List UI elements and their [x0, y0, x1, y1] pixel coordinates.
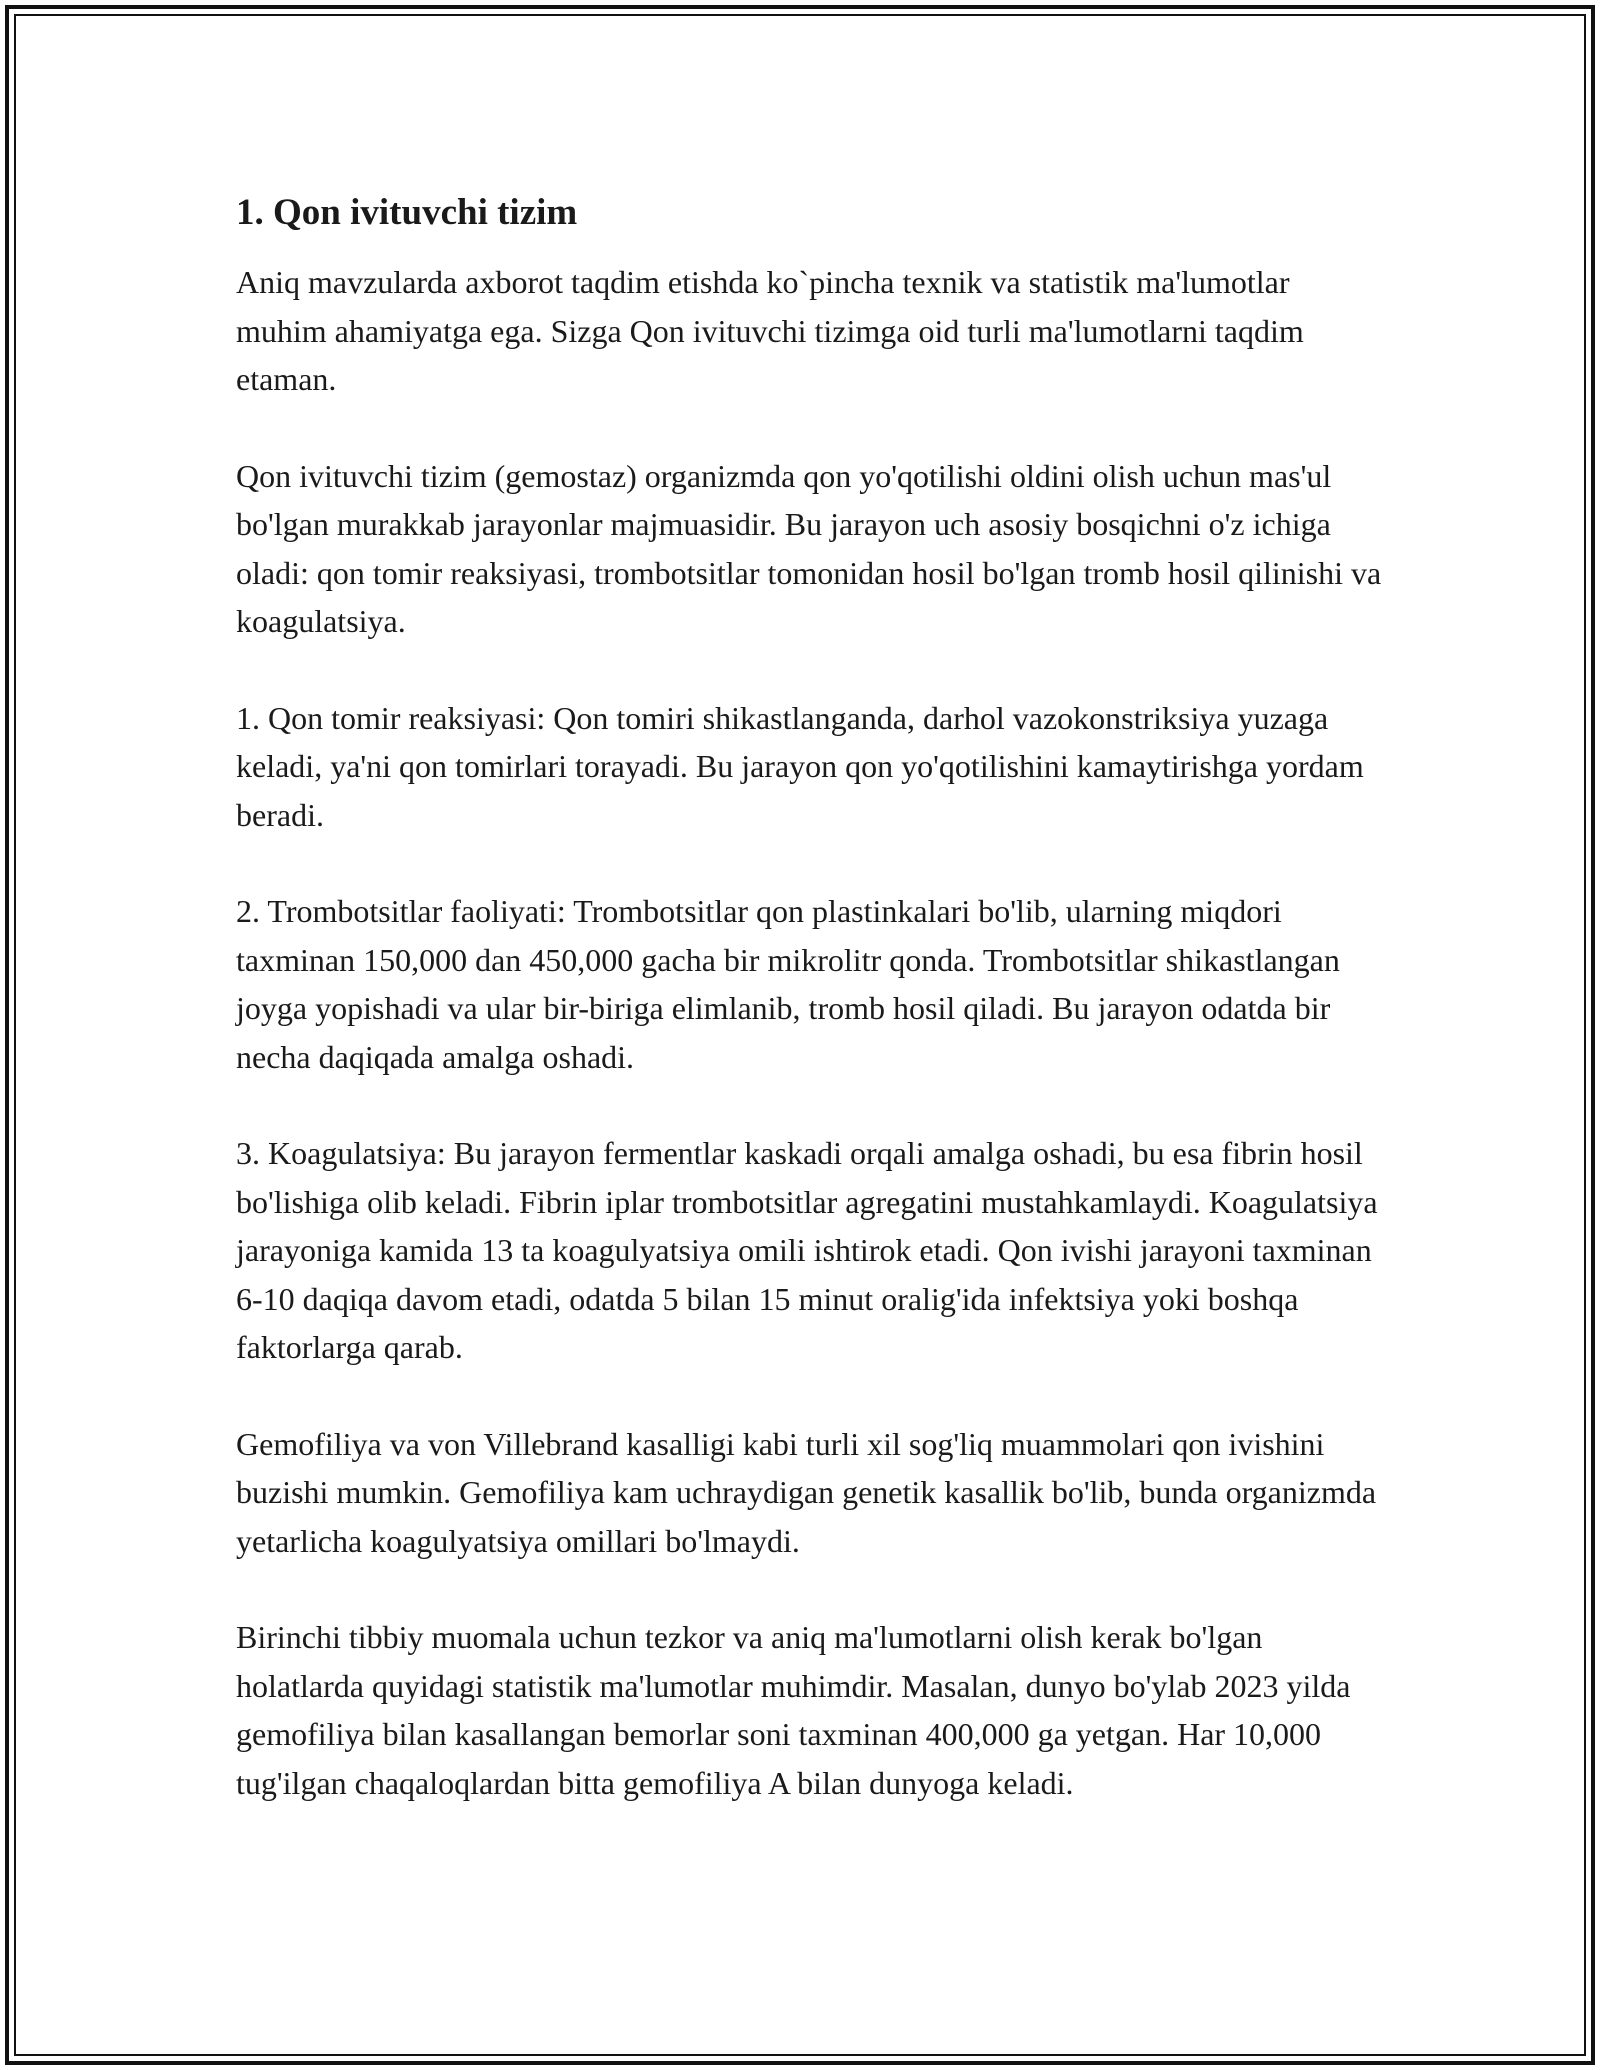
section-heading: 1. Qon ivituvchi tizim [236, 192, 578, 233]
paragraph-statistics: Birinchi tibbiy muomala uchun tezkor va aniq ma'lumotlarni olish kerak bo'lgan holatlarda quyidagi statistik ma'lumotlar muhimdir. Masalan, dunyo bo'ylab 2023 yilda gemofiliya bilan kasallangan bemorlar soni taxminan 400,000 ga yetgan. Har 10,000 tug'ilgan chaqaloqlardan bitta gemofiliya A bilan dunyoga keladi. [236, 1619, 1351, 1801]
paragraph-hemophilia: Gemofiliya va von Villebrand kasalligi kabi turli xil sog'liq muammolari qon ivishini buzishi mumkin. Gemofiliya kam uchraydigan genetik kasallik bo'lib, bunda organizmda yetarlicha koagulyatsiya omillari bo'lmaydi. [236, 1425, 1377, 1559]
paragraph-intro: Aniq mavzularda axborot taqdim etishda ko`pincha texnik va statistik ma'lumotlar muhim ahamiyatga ega. Sizga Qon ivituvchi tizimga oid turli ma'lumotlarni taqdim etaman. [236, 264, 1304, 397]
paragraph-gemostaz: Qon ivituvchi tizim (gemostaz) organizmda qon yo'qotilishi oldini olish uchun mas'ul bo'lgan murakkab jarayonlar majmuasidir. Bu jarayon uch asosiy bosqichni o'z ichiga oladi: qon tomir reaksiyasi, trombotsitlar tomonidan hosil bo'lgan tromb hosil qilinishi va koagulatsiya. [236, 457, 1382, 639]
paragraph-platelets: 2. Trombotsitlar faoliyati: Trombotsitlar qon plastinkalari bo'lib, ularning miqdori taxminan 150,000 dan 450,000 gacha bir mikrolitr qonda. Trombotsitlar shikastlangan joyga yopishadi va ular bir-biriga elimlanib, tromb hosil qiladi. Bu jarayon odatda bir necha daqiqada amalga oshadi. [236, 893, 1340, 1075]
paragraph-coagulation: 3. Koagulatsiya: Bu jarayon fermentlar kaskadi orqali amalga oshadi, bu esa fibrin hosil bo'lishiga olib keladi. Fibrin iplar trombotsitlar agregatini mustahkamlaydi. Koagulatsiya jarayoniga kamida 13 ta koagulyatsiya omili ishtirok etadi. Qon ivishi jarayoni taxminan 6-10 daqiqa davom etadi, odatda 5 bilan 15 minut oralig'ida infektsiya yoki boshqa faktorlarga qarab. [236, 1135, 1378, 1365]
paragraph-vascular-reaction: 1. Qon tomir reaksiyasi: Qon tomiri shikastlanganda, darhol vazokonstriksiya yuzaga keladi, ya'ni qon tomirlari torayadi. Bu jarayon qon yo'qotilishini kamaytirishga yordam beradi. [236, 699, 1364, 833]
document-body [236, 190, 1386, 1855]
